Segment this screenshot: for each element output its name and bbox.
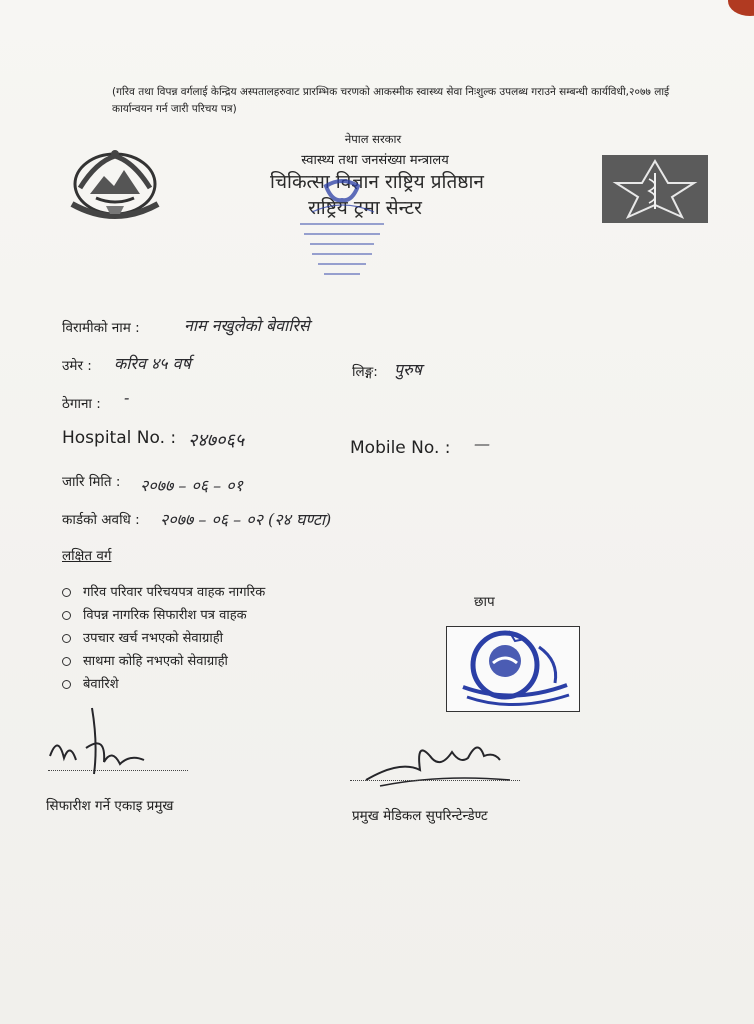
hospital-no-value: २४७०६५ xyxy=(188,430,245,451)
center-title: राष्ट्रिय ट्रमा सेन्टर xyxy=(308,197,422,219)
gender-value: पुरुष xyxy=(394,360,422,379)
left-signatory-title: सिफारीश गर्ने एकाइ प्रमुख xyxy=(46,798,174,814)
target-group-list xyxy=(62,582,382,697)
preamble-text: (गरिव तथा विपन्न वर्गलाई केन्द्रिय अस्पतालहरुवाट प्रारम्भिक चरणको आकस्मीक स्वास्थ्य सेवा निःशुल्क उपलब्ध गराउने सम्बन्धी कार्यविधी,२०७७ लाई कार्यान्वयन गर्न जारी परिचय पत्र) xyxy=(112,86,670,115)
ministry-title: स्वास्थ्य तथा जनसंख्या मन्त्रालय xyxy=(301,153,449,168)
address-value: - xyxy=(124,388,130,407)
validity-value: २०७७ – ०६ – ०२ (२४ घण्टा) xyxy=(160,510,332,529)
circle-bullet-icon xyxy=(62,657,71,666)
left-signature-line xyxy=(48,770,188,771)
list-item: साथमा कोहि नभएको सेवाग्राही xyxy=(62,651,382,674)
seal-box xyxy=(446,626,580,712)
right-signature-line xyxy=(350,780,520,781)
right-signatory-title: प्रमुख मेडिकल सुपरिन्टेन्डेण्ट xyxy=(352,808,488,824)
issue-date-value: २०७७ – ०६ – ०१ xyxy=(140,476,243,495)
gender-label: लिङ्ग: xyxy=(352,364,378,380)
mobile-no-label: Mobile No. : xyxy=(350,438,451,458)
corner-mark xyxy=(728,0,754,16)
list-item: बेवारिशे xyxy=(62,674,382,697)
list-item: विपन्न नागरिक सिफारीश पत्र वाहक xyxy=(62,605,382,628)
patient-name-value: नाम नखुलेको बेवारिसे xyxy=(184,316,310,335)
issue-date-label: जारि मिति : xyxy=(62,474,121,490)
left-signature xyxy=(40,704,190,788)
header-seal-stamp xyxy=(282,168,402,284)
address-label: ठेगाना : xyxy=(62,396,101,412)
target-group-heading: लक्षित वर्ग xyxy=(62,548,112,564)
seal-stamp xyxy=(447,627,579,711)
circle-bullet-icon xyxy=(62,634,71,643)
circle-bullet-icon xyxy=(62,611,71,620)
institute-title: चिकित्सा विज्ञान राष्ट्रिय प्रतिष्ठान xyxy=(270,171,484,193)
list-item: उपचार खर्च नभएको सेवाग्राही xyxy=(62,628,382,651)
age-value: करिव ४५ वर्ष xyxy=(114,354,191,373)
right-signature xyxy=(360,730,530,790)
hospital-no-label: Hospital No. : xyxy=(62,428,177,448)
circle-bullet-icon xyxy=(62,680,71,689)
patient-name-label: विरामीको नाम : xyxy=(62,320,140,336)
circle-bullet-icon xyxy=(62,588,71,597)
seal-label: छाप xyxy=(474,594,495,610)
age-label: उमेर : xyxy=(62,358,92,374)
mobile-no-value: — xyxy=(474,434,490,453)
validity-label: कार्डको अवधि : xyxy=(62,512,140,528)
government-title: नेपाल सरकार xyxy=(344,132,402,146)
list-item: गरिव परिवार परिचयपत्र वाहक नागरिक xyxy=(62,582,382,605)
